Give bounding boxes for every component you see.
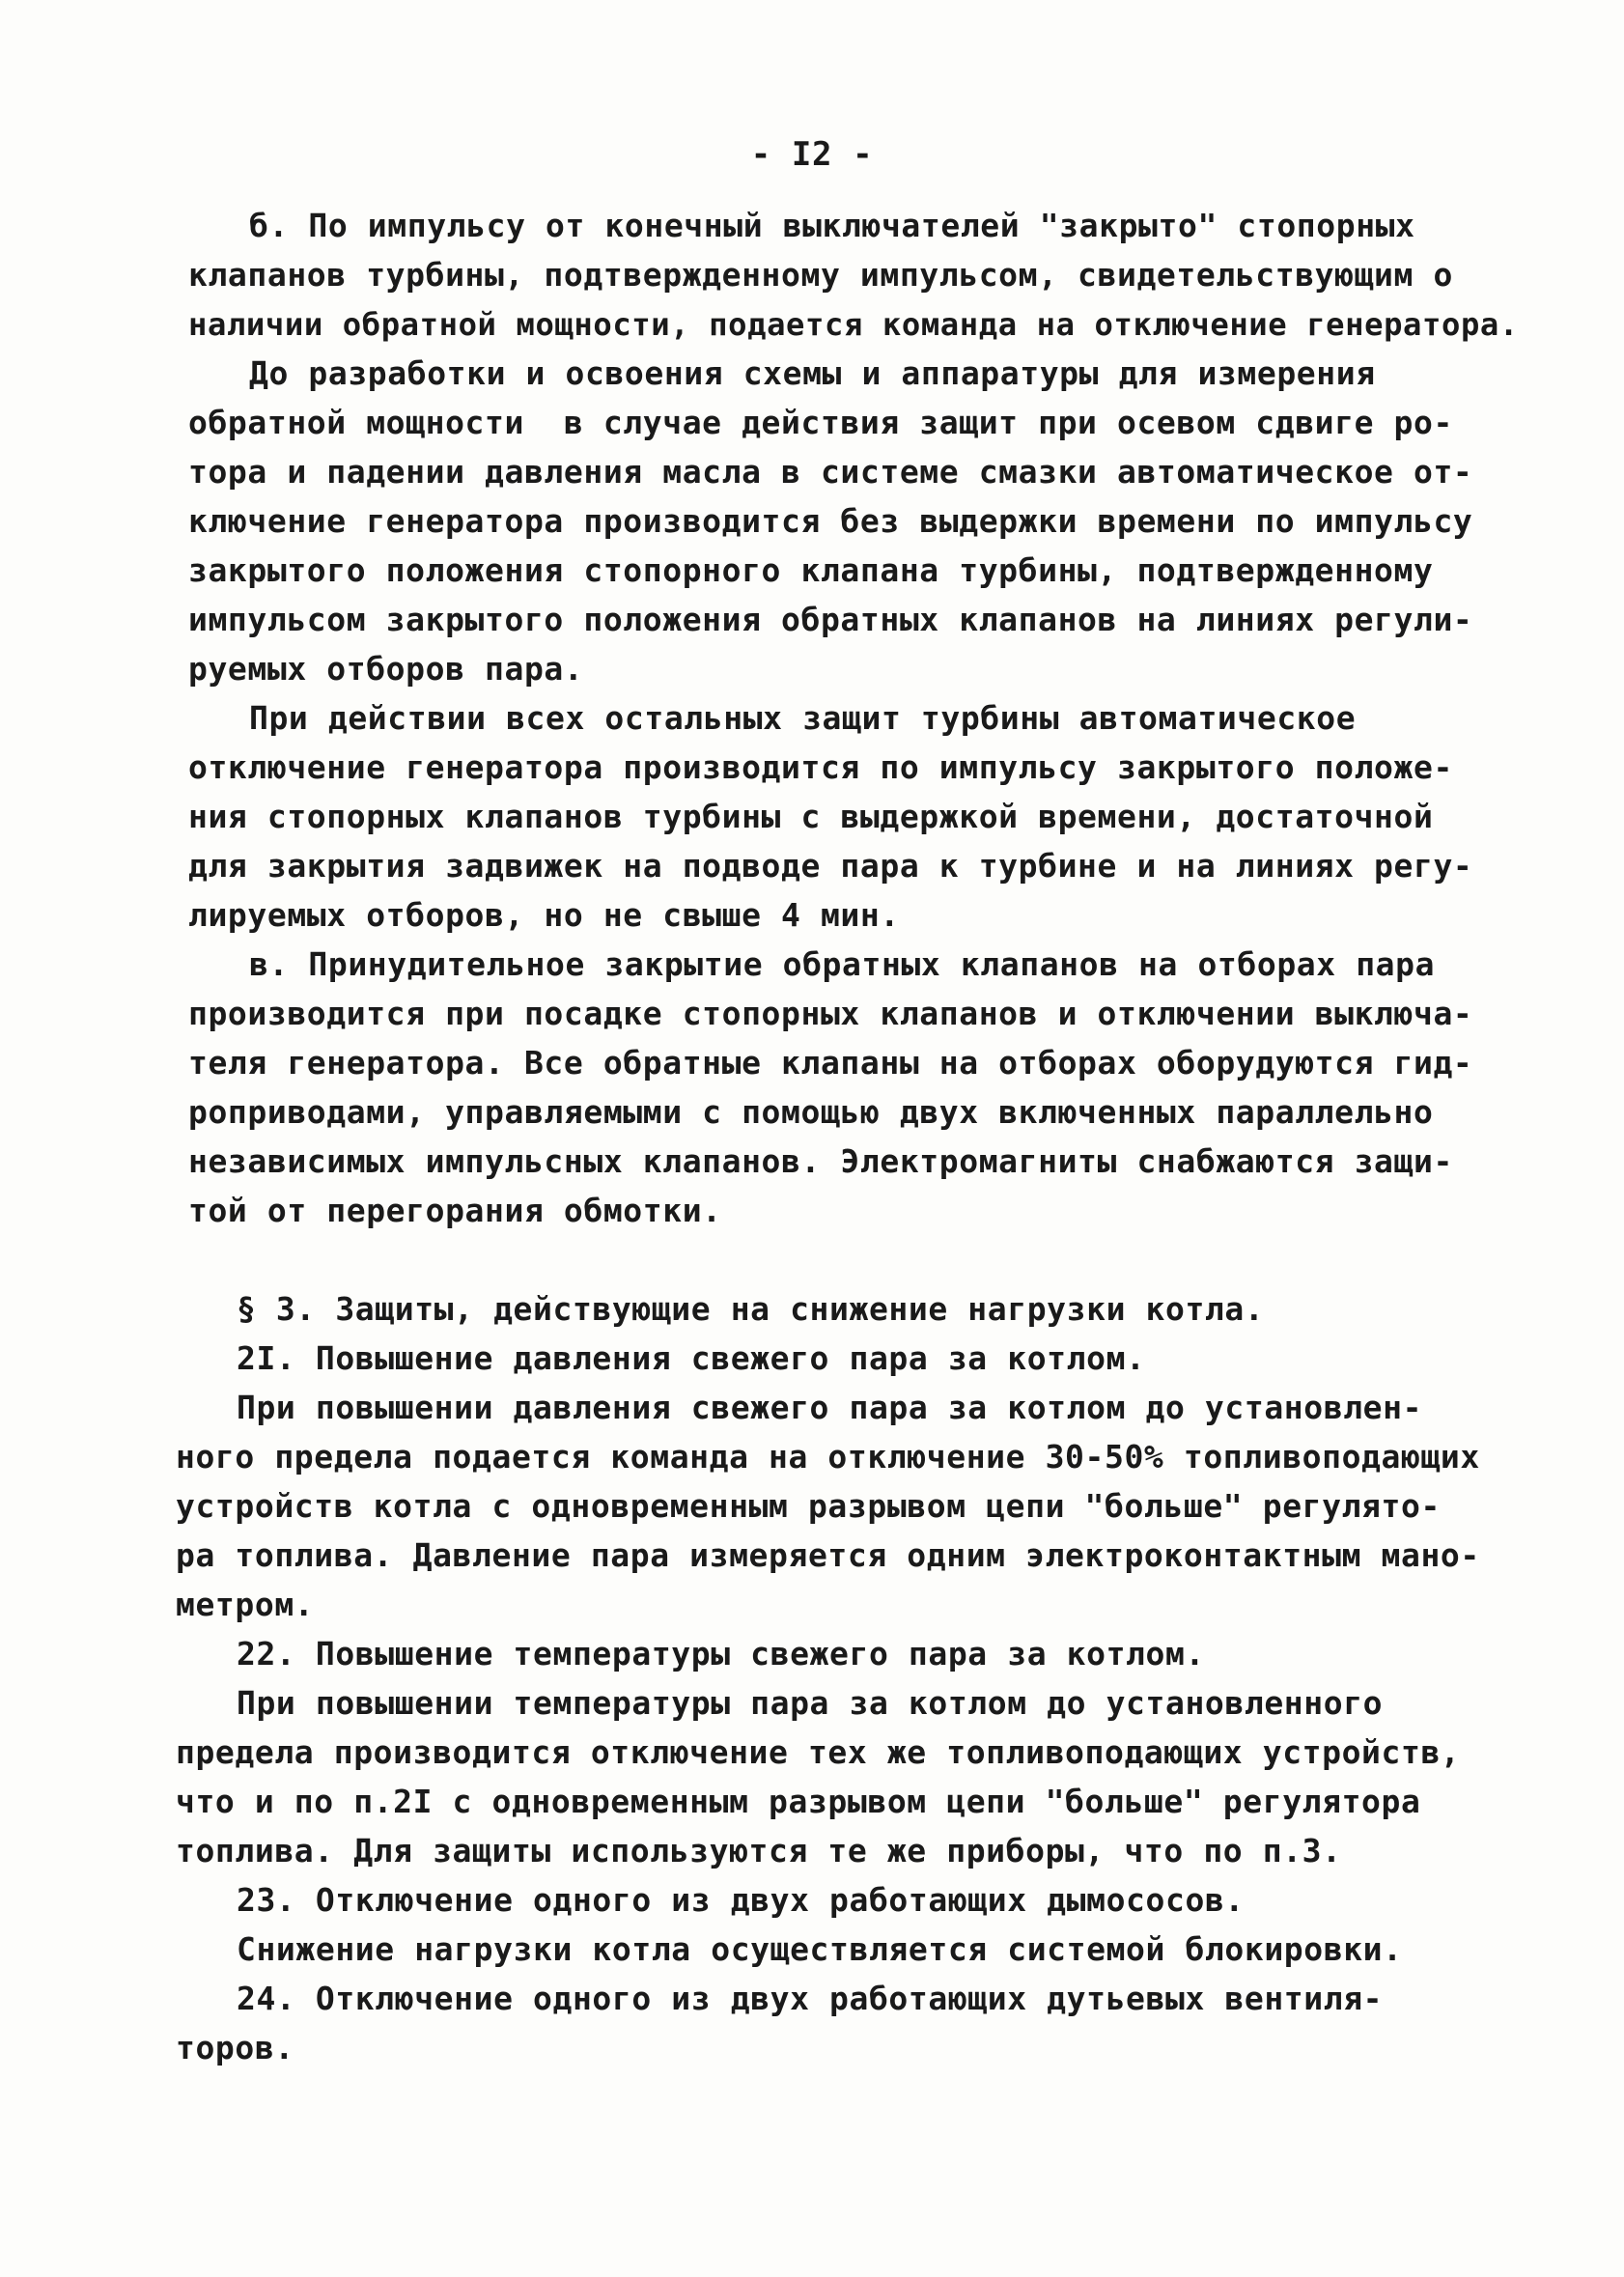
text-line: руемых отборов пара.: [188, 650, 584, 688]
text-line: До разработки и освоения схемы и аппаратуры для измерения: [249, 354, 1376, 392]
text-line: что и по п.2I с одновременным разрывом цепи "больше" регулятора: [176, 1783, 1421, 1820]
text-line: независимых импульсных клапанов. Электромагниты снабжаются защи-: [188, 1142, 1453, 1180]
text-line: предела производится отключение тех же топливоподающих устройств,: [176, 1733, 1461, 1771]
text-line: ного предела подается команда на отключение 30-50% топливоподающих: [176, 1438, 1480, 1476]
text-line: При повышении температуры пара за котлом до установленного: [237, 1684, 1384, 1722]
text-line: обратной мощности в случае действия защит при осевом сдвиге ро-: [188, 404, 1453, 441]
text-line: ния стопорных клапанов турбины с выдержкой времени, достаточной: [188, 798, 1434, 835]
text-line: метром.: [176, 1586, 315, 1623]
text-line: клапанов турбины, подтвержденному импульсом, свидетельствующим о: [188, 256, 1453, 294]
item-heading: 22. Повышение температуры свежего пара за котлом.: [237, 1635, 1205, 1673]
section-heading: § 3. Защиты, действующие на снижение нагрузки котла.: [237, 1290, 1265, 1328]
text-line: закрытого положения стопорного клапана турбины, подтвержденному: [188, 551, 1434, 589]
text-line: в. Принудительное закрытие обратных клапанов на отборах пара: [249, 945, 1436, 983]
item-heading: 23. Отключение одного из двух работающих дымососов.: [237, 1881, 1245, 1919]
page-number: - I2 -: [750, 135, 874, 174]
text-line: тора и падении давления масла в системе смазки автоматическое от-: [188, 453, 1473, 491]
text-line: б. По импульсу от конечный выключателей "закрыто" стопорных: [249, 207, 1415, 244]
text-line: При действии всех остальных защит турбины автоматическое: [249, 699, 1357, 737]
text-line: При повышении давления свежего пара за котлом до установлен-: [237, 1389, 1423, 1426]
text-line: устройств котла с одновременным разрывом цепи "больше" регулято-: [176, 1487, 1441, 1525]
text-line: той от перегорания обмотки.: [188, 1192, 722, 1229]
text-line: лируемых отборов, но не свыше 4 мин.: [188, 896, 900, 934]
text-line: для закрытия задвижек на подводе пара к турбине и на линиях регу-: [188, 847, 1473, 885]
text-line: теля генератора. Все обратные клапаны на отборах оборудуются гид-: [188, 1044, 1473, 1082]
text-line: топлива. Для защиты используются те же приборы, что по п.3.: [176, 1832, 1342, 1869]
text-line: наличии обратной мощности, подается команда на отключение генератора.: [188, 306, 1519, 343]
item-heading: 24. Отключение одного из двух работающих дутьевых вентиля-: [237, 1980, 1384, 2017]
text-line: Снижение нагрузки котла осуществляется системой блокировки.: [237, 1930, 1403, 1968]
text-line: торов.: [176, 2029, 294, 2066]
text-line: роприводами, управляемыми с помощью двух включенных параллельно: [188, 1093, 1434, 1131]
item-heading: 2I. Повышение давления свежего пара за котлом.: [237, 1339, 1146, 1377]
text-line: производится при посадке стопорных клапанов и отключении выключа-: [188, 995, 1473, 1032]
text-line: ключение генератора производится без выдержки времени по импульсу: [188, 502, 1473, 540]
text-line: импульсом закрытого положения обратных клапанов на линиях регули-: [188, 601, 1473, 638]
text-line: ра топлива. Давление пара измеряется одним электроконтактным мано-: [176, 1536, 1480, 1574]
text-line: отключение генератора производится по импульсу закрытого положе-: [188, 748, 1453, 786]
